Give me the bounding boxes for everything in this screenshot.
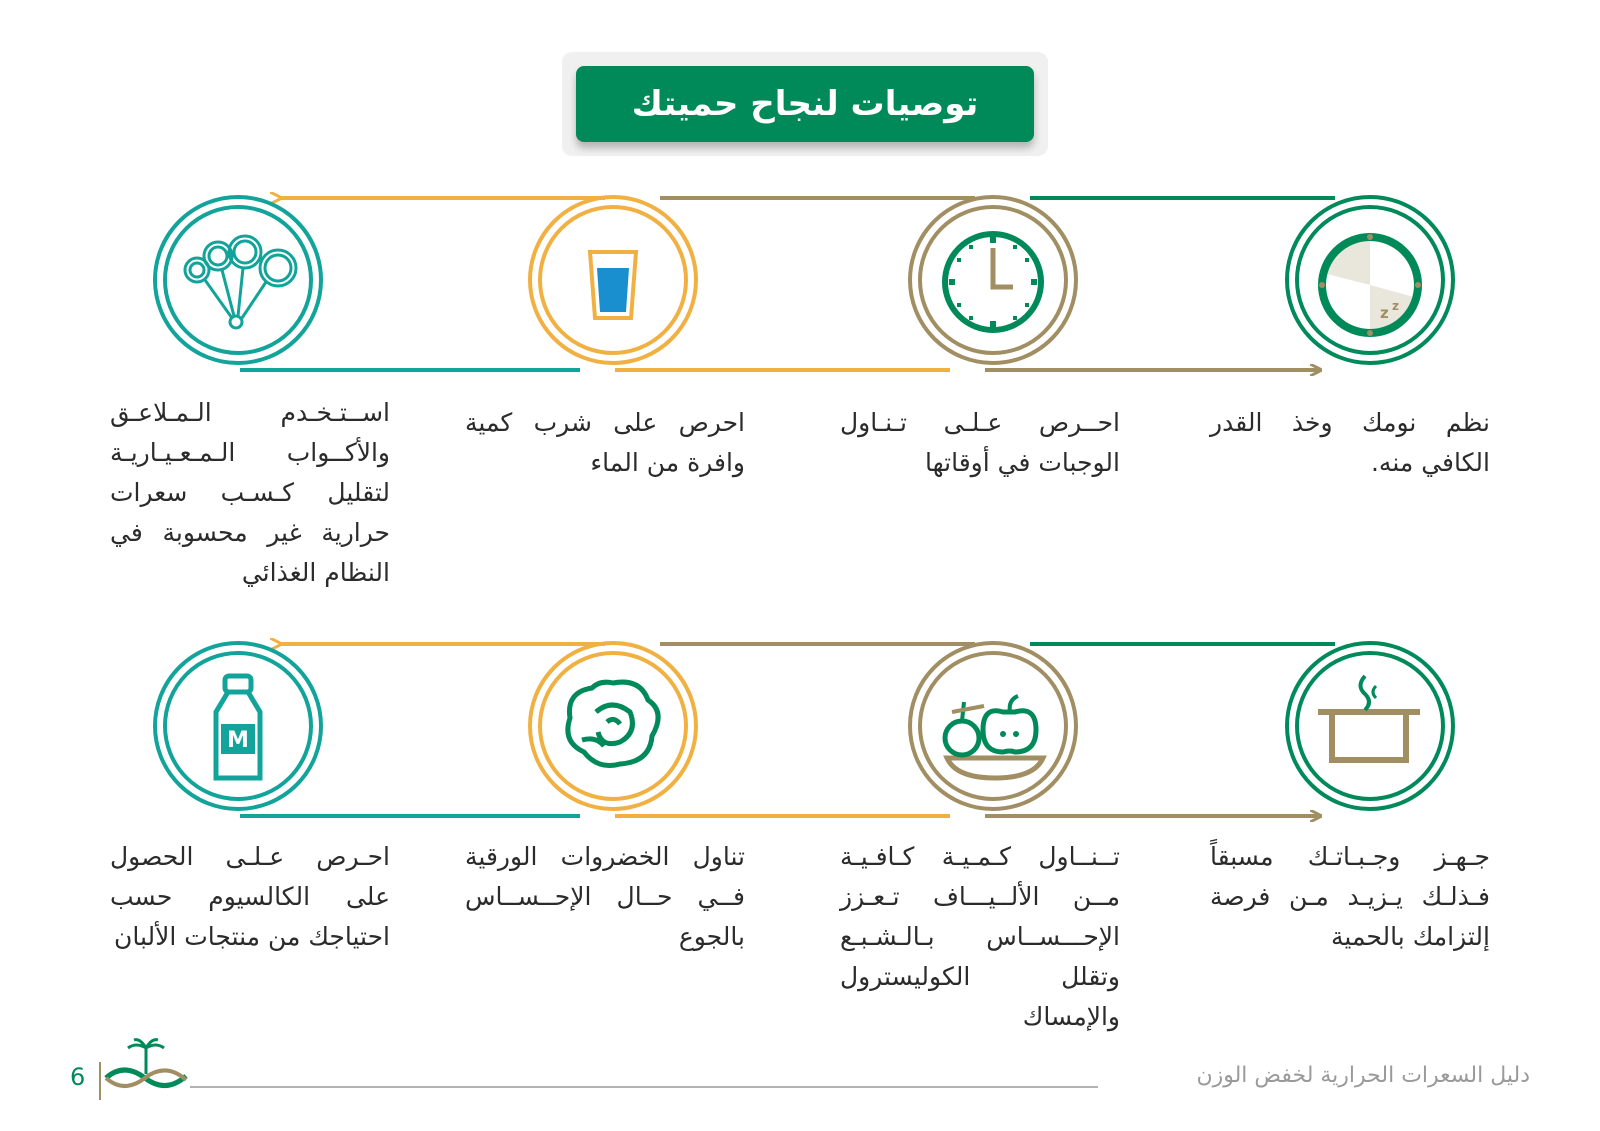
milk-bottle-icon (216, 676, 260, 778)
svg-text:M: M (227, 728, 249, 753)
row1-connectors (240, 198, 1335, 370)
tip-prepare-meals: جـهـز وجـبـاتـك مسبقاً فـذلـك يـزيـد مـن فرصة إلتزامك بالحمية (1210, 842, 1490, 951)
tip-calcium: احـرص عـلـى الحصول على الكالسيوم حسب احتياجك من منتجات الألبان (110, 842, 390, 951)
row2-connectors (240, 644, 1335, 816)
circle-pot (1287, 643, 1453, 809)
lettuce-icon (568, 682, 658, 765)
tip-fiber: تــنــاول كـمـيـة كـافـيـة مــن الألــيـــاف تـعـزز الإحـــســاس بـالـشـبـع وتقلل الكوليسترول والإمساك (840, 842, 1120, 1031)
clock-icon (945, 234, 1041, 330)
measuring-spoons-icon (185, 236, 296, 328)
tip-leafy-greens: تناول الخضروات الورقية فــي حــال الإحــســاس بالجوع (465, 842, 745, 951)
tip-water: احرص على شرب كمية وافرة من الماء (465, 408, 745, 477)
sleep-clock-icon (1319, 234, 1421, 336)
tip-sleep: نظم نومك وخذ القدر الكافي منه. (1210, 408, 1490, 477)
page-title: توصيات لنجاح حميتك (576, 66, 1034, 142)
svg-text:z: z (1392, 299, 1399, 313)
fruit-plate-icon (945, 696, 1043, 778)
page-number: 6 (70, 1063, 86, 1091)
water-glass-icon (590, 252, 636, 318)
circle-greens (530, 643, 696, 809)
circle-fiber (910, 643, 1076, 809)
tip-meals: احــرص عـلـى تـنـاول الوجبات في أوقاتها (840, 408, 1120, 477)
ministry-logo-icon (106, 1040, 186, 1086)
tip-spoons: اســتـخـدم الـمـلاعـق والأكــواب الـمـعـيـاريـة لتقليل كـسـب سعرات حرارية غير محسوبة في النظام الغذائي (110, 398, 390, 587)
cooking-pot-icon (1318, 676, 1420, 760)
svg-text:z: z (1380, 304, 1389, 322)
footer-guide-title: دليل السعرات الحرارية لخفض الوزن (1196, 1063, 1530, 1088)
circle-spoons (155, 197, 321, 363)
